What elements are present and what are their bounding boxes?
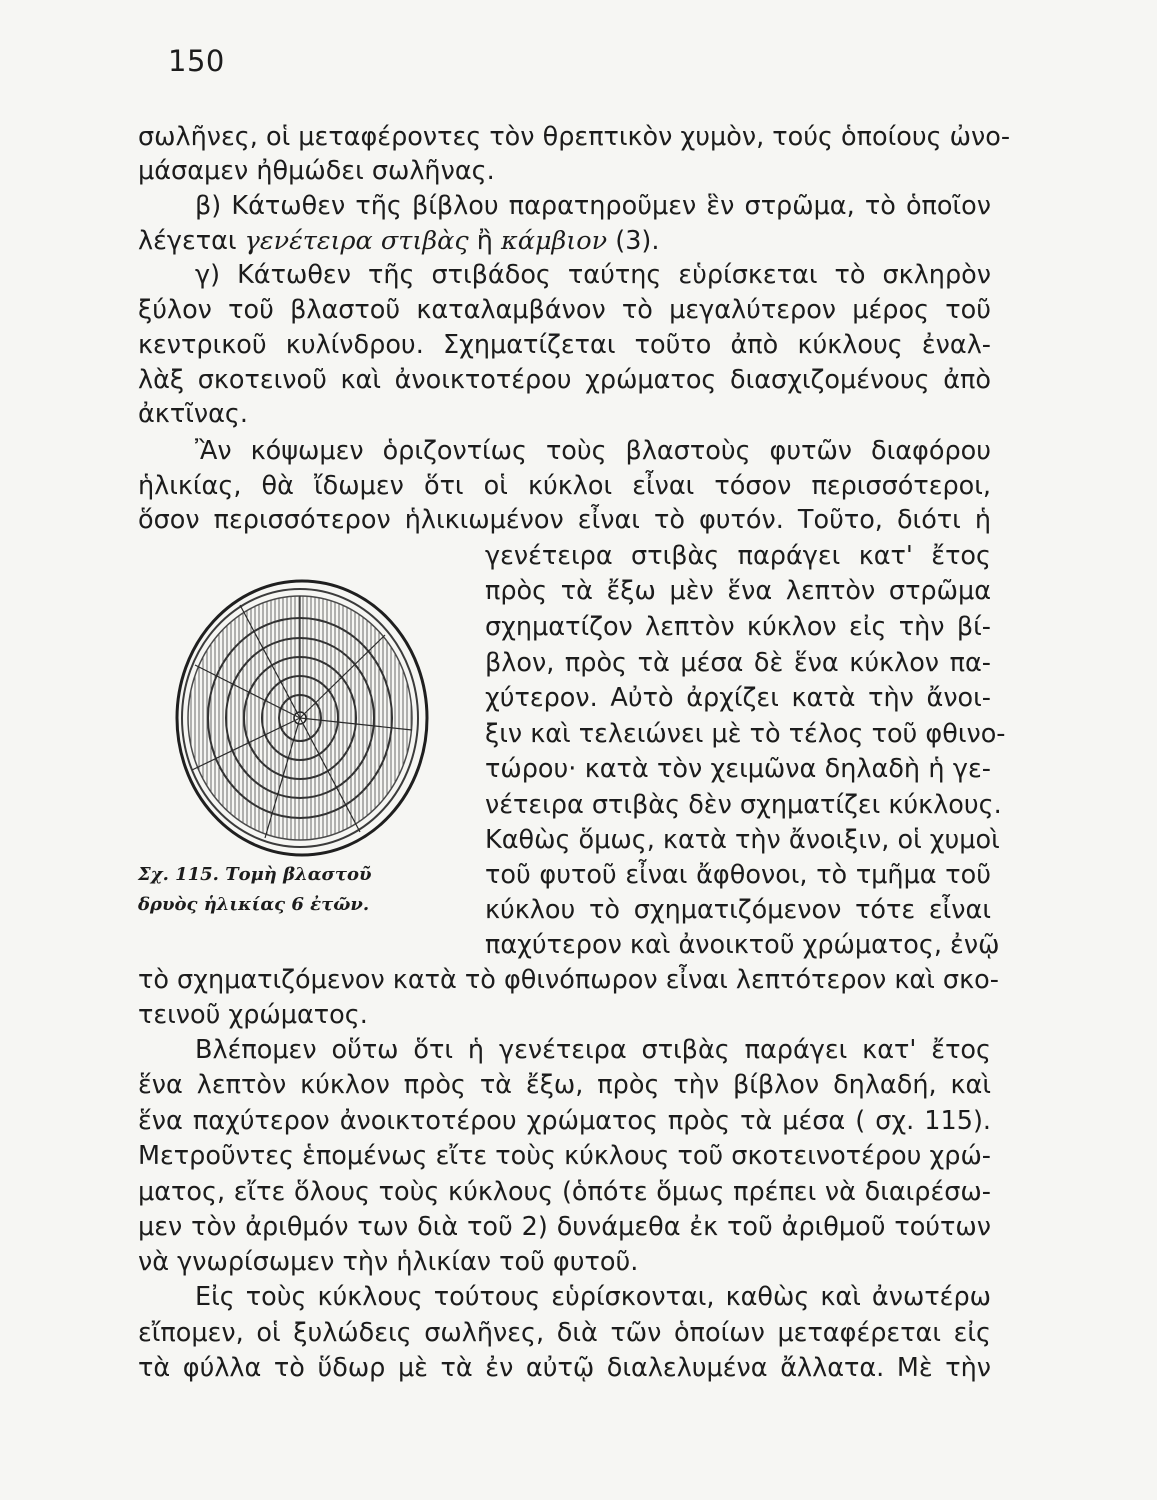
text-line: Μετροῦντες ἑπομένως εἴτε τοὺς κύκλους τοῦ σκοτεινοτέρου χρώ- <box>138 1141 991 1171</box>
oak-stem-cross-section-figure <box>170 570 470 860</box>
text-line: νὰ γνωρίσωμεν τὴν ἡλικίαν τοῦ φυτοῦ. <box>138 1247 639 1277</box>
text-line: Βλέπομεν οὕτω ὅτι ἡ γενέτειρα στιβὰς παράγει κατ' ἔτος <box>195 1035 991 1065</box>
text-fragment: (3). <box>615 226 660 256</box>
text-line: ξύλον τοῦ βλαστοῦ καταλαμβάνον τὸ μεγαλύτερον μέρος τοῦ <box>138 295 991 325</box>
text-line: ξιν καὶ τελειώνει μὲ τὸ τέλος τοῦ φθινο- <box>485 719 1006 749</box>
text-line: χύτερον. Αὐτὸ ἀρχίζει κατὰ τὴν ἄνοι- <box>485 683 991 713</box>
italic-term: γενέτειρα στιβὰς <box>244 226 469 256</box>
text-line: εἴπομεν, οἱ ξυλώδεις σωλῆνες, διὰ τῶν ὁποίων μεταφέρεται εἰς <box>138 1318 991 1348</box>
text-line: βλον, πρὸς τὰ μέσα δὲ ἕνα κύκλον πα- <box>485 648 991 678</box>
text-line: σχηματίζον λεπτὸν κύκλον εἰς τὴν βί- <box>485 612 991 642</box>
text-line: ἡλικίας, θὰ ἴδωμεν ὅτι οἱ κύκλοι εἶναι τόσον περισσότεροι, <box>138 471 991 501</box>
italic-term: κάμβιον <box>501 226 608 256</box>
text-line: β) Κάτωθεν τῆς βίβλου παρατηροῦμεν ἓν στρῶμα, τὸ ὁποῖον <box>195 191 991 221</box>
text-line: τεινοῦ χρώματος. <box>138 1000 368 1030</box>
text-line: νέτειρα στιβὰς δὲν σχηματίζει κύκλους. <box>485 790 1002 820</box>
text-line: γενέτειρα στιβὰς παράγει κατ' ἔτος <box>485 541 991 571</box>
text-line: ἕνα λεπτὸν κύκλον πρὸς τὰ ἔξω, πρὸς τὴν βίβλον δηλαδή, καὶ <box>138 1070 991 1100</box>
text-line: γ) Κάτωθεν τῆς στιβάδος ταύτης εὑρίσκεται τὸ σκληρὸν <box>195 260 991 290</box>
text-line: Εἰς τοὺς κύκλους τούτους εὑρίσκονται, καθὼς καὶ ἀνωτέρω <box>195 1282 991 1312</box>
text-line: τὰ φύλλα τὸ ὕδωρ μὲ τὰ ἐν αὐτῷ διαλελυμένα ἄλλατα. Μὲ τὴν <box>138 1353 991 1383</box>
text-line: ὅσον περισσότερον ἡλικιωμένον εἶναι τὸ φυτόν. Τοῦτο, διότι ἡ <box>138 505 991 535</box>
figure-caption: δρυὸς ἡλικίας 6 ἐτῶν. <box>138 894 370 915</box>
text-line: τοῦ φυτοῦ εἶναι ἄφθονοι, τὸ τμῆμα τοῦ <box>485 860 991 890</box>
figure-caption: Σχ. 115. Τομὴ βλαστοῦ <box>138 864 372 885</box>
text-line: ἕνα παχύτερον ἀνοικτοτέρου χρώματος πρὸς τὰ μέσα ( σχ. 115). <box>138 1106 991 1136</box>
text-line: σωλῆνες, οἱ μεταφέροντες τὸν θρεπτικὸν χυμὸν, τούς ὁποίους ὠνο- <box>138 122 1011 152</box>
text-line: Καθὼς ὅμως, κατὰ τὴν ἄνοιξιν, οἱ χυμοὶ <box>485 825 1000 855</box>
text-fragment: ἢ <box>476 226 493 256</box>
text-line: Ἂν κόψωμεν ὁριζοντίως τοὺς βλαστοὺς φυτῶν διαφόρου <box>195 436 991 466</box>
text-line: κύκλου τὸ σχηματιζόμενον τότε εἶναι <box>485 895 991 925</box>
text-line: παχύτερον καὶ ἀνοικτοῦ χρώματος, ἐνῷ <box>485 930 1000 960</box>
text-line: τὸ σχηματιζόμενον κατὰ τὸ φθινόπωρον εἶναι λεπτότερον καὶ σκο- <box>138 965 999 995</box>
text-line: ἀκτῖνας. <box>138 399 248 429</box>
text-line: τώρου· κατὰ τὸν χειμῶνα δηλαδὴ ἡ γε- <box>485 754 991 784</box>
text-fragment: λέγεται <box>138 226 237 256</box>
text-line: κεντρικοῦ κυλίνδρου. Σχηματίζεται τοῦτο ἀπὸ κύκλους ἐναλ- <box>138 330 991 360</box>
text-line: μάσαμεν ἠθμώδει σωλῆνας. <box>138 156 495 186</box>
text-line: ματος, εἴτε ὅλους τοὺς κύκλους (ὁπότε ὅμως πρέπει νὰ διαιρέσω- <box>138 1177 991 1207</box>
text-line: λὰξ σκοτεινοῦ καὶ ἀνοικτοτέρου χρώματος διασχιζομένους ἀπὸ <box>138 365 991 395</box>
text-line: πρὸς τὰ ἔξω μὲν ἕνα λεπτὸν στρῶμα <box>485 576 991 606</box>
text-line: μεν τὸν ἀριθμόν των διὰ τοῦ 2) δυνάμεθα ἐκ τοῦ ἀριθμοῦ τούτων <box>138 1212 991 1242</box>
page-number: 150 <box>168 44 225 78</box>
